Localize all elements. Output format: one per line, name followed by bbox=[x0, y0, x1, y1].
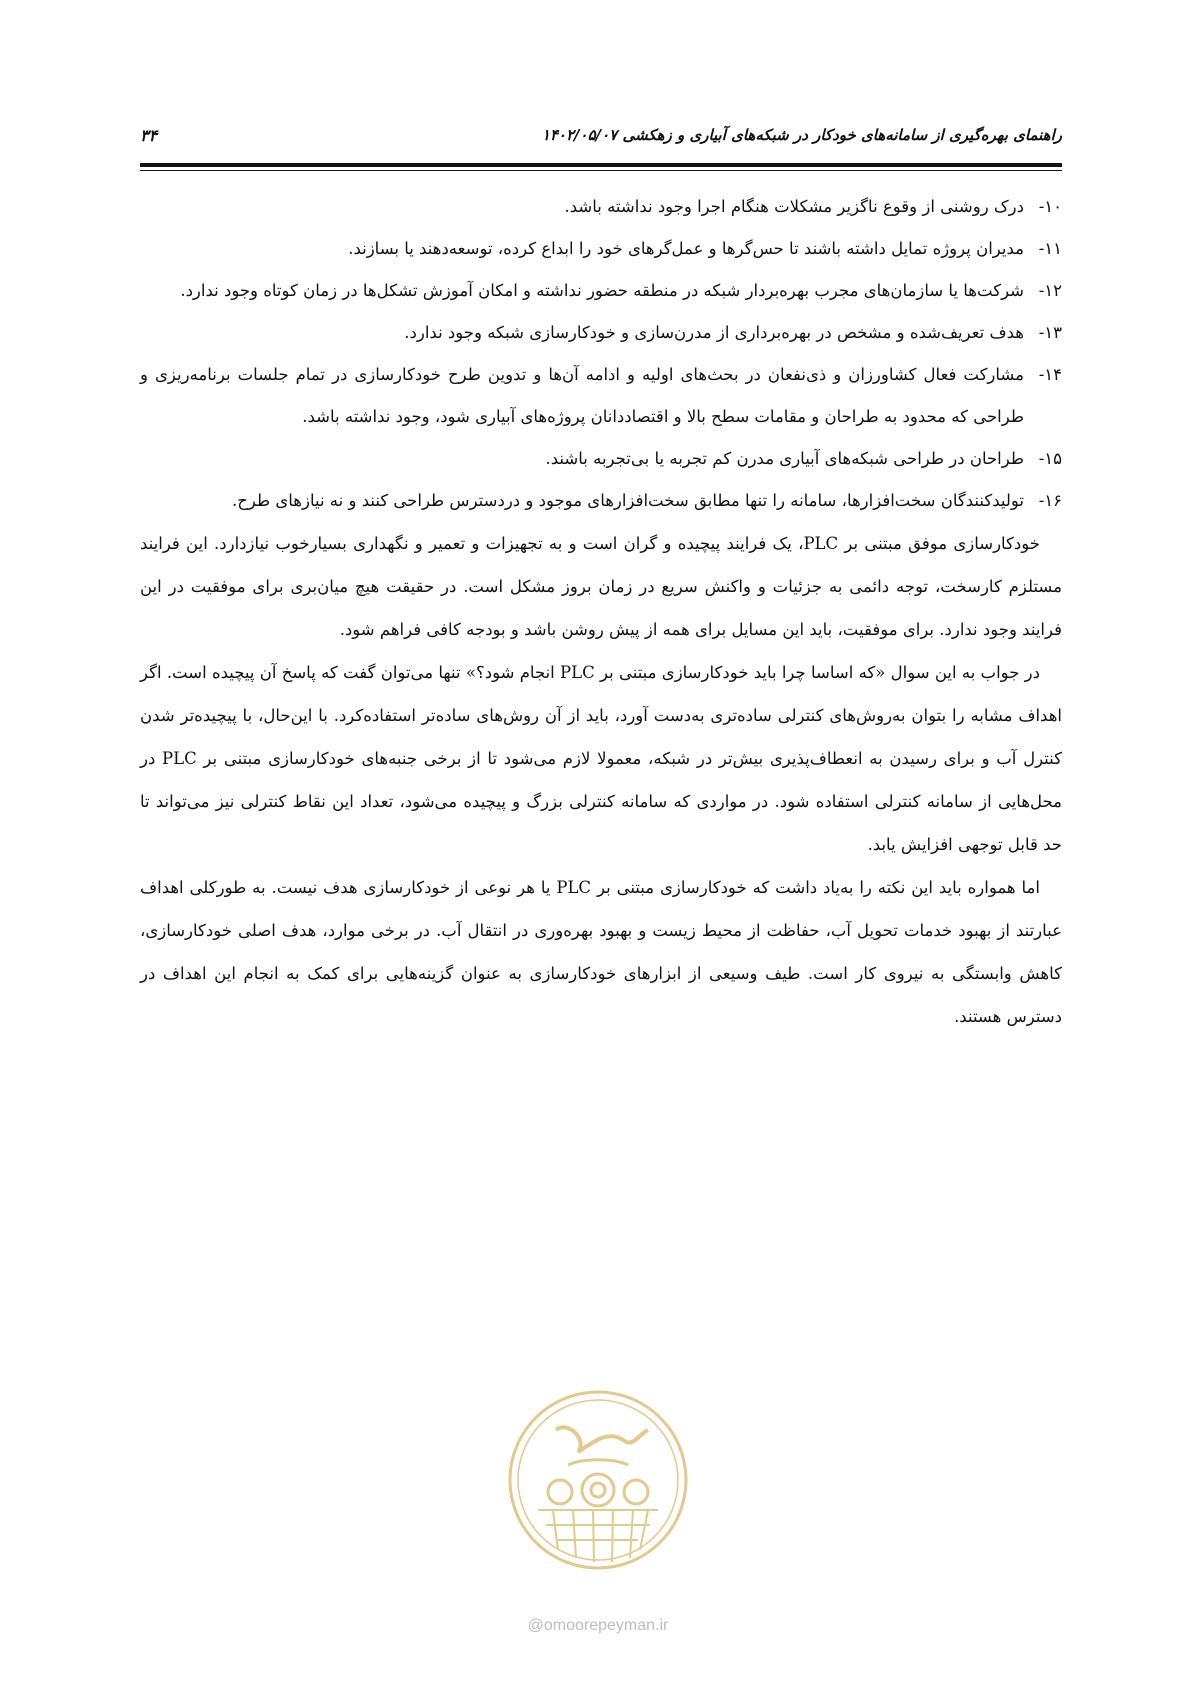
body-paragraph: در جواب به این سوال «که اساسا چرا باید خودکارسازی مبتنی بر PLC انجام شود؟» تنها می‌توان گفت که پاسخ آن پیچیده است. اگر اهداف مشابه را بتوان به‌روش‌های کنترلی ساده‌تری به‌دست آورد، باید از آن روش‌های ساده‌تر استفاده‌کرد. با این‌حال، با پیچیده‌تر شدن کنترل آب و برای رسیدن به انعطاف‌پذیری بیش‌تر در شبکه، معمولا لازم می‌شود تا از برخی جنبه‌های خودکارسازی مبتنی بر PLC در محل‌هایی از سامانه کنترلی استفاده شود. در مواردی که سامانه کنترلی بزرگ و پیچیده می‌شود، تعداد این نقاط کنترلی نیز می‌تواند تا حد قابل توجهی افزایش یابد. bbox=[140, 663, 1062, 854]
body-content bbox=[140, 186, 1062, 1038]
list-item bbox=[140, 186, 1062, 228]
list-item bbox=[140, 354, 1062, 438]
header-title: راهنمای بهره‌گیری از سامانه‌های خودکار در شبکه‌های آبیاری و زهکشی ۱۴۰۲/۰۵/۰۷ bbox=[541, 126, 1062, 144]
list-item-number: ۱۰- bbox=[1038, 197, 1062, 216]
header-rule-thin bbox=[140, 170, 1062, 171]
list-item-number: ۱۱- bbox=[1038, 239, 1062, 258]
list-item bbox=[140, 438, 1062, 480]
watermark-url: @omoorepeyman.ir bbox=[527, 1617, 669, 1634]
list-item-number: ۱۶- bbox=[1038, 491, 1062, 510]
list-item-text: هدف تعریف‌شده و مشخص در بهره‌برداری از مدرن‌سازی و خودکارسازی شبکه وجود ندارد. bbox=[404, 323, 1024, 342]
list-item-number: ۱۲- bbox=[1038, 281, 1062, 300]
watermark-logo bbox=[498, 1380, 698, 1650]
list-item-number: ۱۳- bbox=[1038, 323, 1062, 342]
header-rule-thick bbox=[140, 163, 1062, 167]
page-number: ۳۴ bbox=[140, 126, 158, 145]
running-header bbox=[140, 126, 1062, 154]
list-item bbox=[140, 480, 1062, 522]
list-item-text: مدیران پروژه تمایل داشته باشند تا حس‌گرها و عمل‌گرهای خود را ابداع کرده، توسعه‌دهند یا بسازند. bbox=[348, 239, 1024, 258]
list-item-text: مشارکت فعال کشاورزان و ذی‌نفعان در بحث‌های اولیه و ادامه آن‌ها و تدوین طرح خودکارسازی در تمام جلسات برنامه‌ریزی و طراحی که محدود به طراحان و مقامات سطح بالا و اقتصاددانان پروژه‌های آبیاری شود، وجود نداشته باشد. bbox=[140, 365, 1024, 426]
list-item bbox=[140, 228, 1062, 270]
list-item-text: درک روشنی از وقوع ناگزیر مشکلات هنگام اجرا وجود نداشته باشد. bbox=[564, 197, 1024, 216]
list-item bbox=[140, 312, 1062, 354]
body-paragraph: خودکارسازی موفق مبتنی بر PLC، یک فرایند پیچیده و گران است و به تجهیزات و تعمیر و نگهداری بسیارخوب نیازدارد. این فرایند مستلزم کارسخت، توجه دائمی به جزئیات و واکنش سریع در زمان بروز مشکل است. در حقیقت هیچ میان‌بری برای موفقیت در این فرایند وجود ندارد. برای موفقیت، باید این مسایل برای همه از پیش روشن باشد و بودجه کافی فراهم شود. bbox=[140, 534, 1062, 639]
list-item-text: شرکت‌ها یا سازمان‌های مجرب بهره‌بردار شبکه در منطقه حضور نداشته و امکان آموزش تشکل‌ها در زمان کوتاه وجود ندارد. bbox=[180, 281, 1024, 300]
body-paragraph: اما همواره باید این نکته را به‌یاد داشت که خودکارسازی مبتنی بر PLC یا هر نوعی از خودکارسازی هدف نیست. به طورکلی اهداف عبارتند از بهبود خدمات تحویل آب، حفاظت از محیط زیست و بهبود بهره‌وری در انتقال آب. در برخی موارد، هدف اصلی خودکارسازی، کاهش وابستگی به نیروی کار است. طیف وسیعی از ابزارهای خودکارسازی به عنوان گزینه‌هایی برای کمک به انجام این اهداف در دسترس هستند. bbox=[140, 878, 1062, 1026]
list-item bbox=[140, 270, 1062, 312]
list-item-text: تولیدکنندگان سخت‌افزارها، سامانه را تنها مطابق سخت‌افزارهای موجود و دردسترس طراحی کنند و نه نیازهای طرح. bbox=[231, 491, 1024, 510]
list-item-text: طراحان در طراحی شبکه‌های آبیاری مدرن کم تجربه یا بی‌تجربه باشند. bbox=[545, 449, 1024, 468]
list-item-number: ۱۵- bbox=[1038, 449, 1062, 468]
list-item-number: ۱۴- bbox=[1038, 365, 1062, 384]
